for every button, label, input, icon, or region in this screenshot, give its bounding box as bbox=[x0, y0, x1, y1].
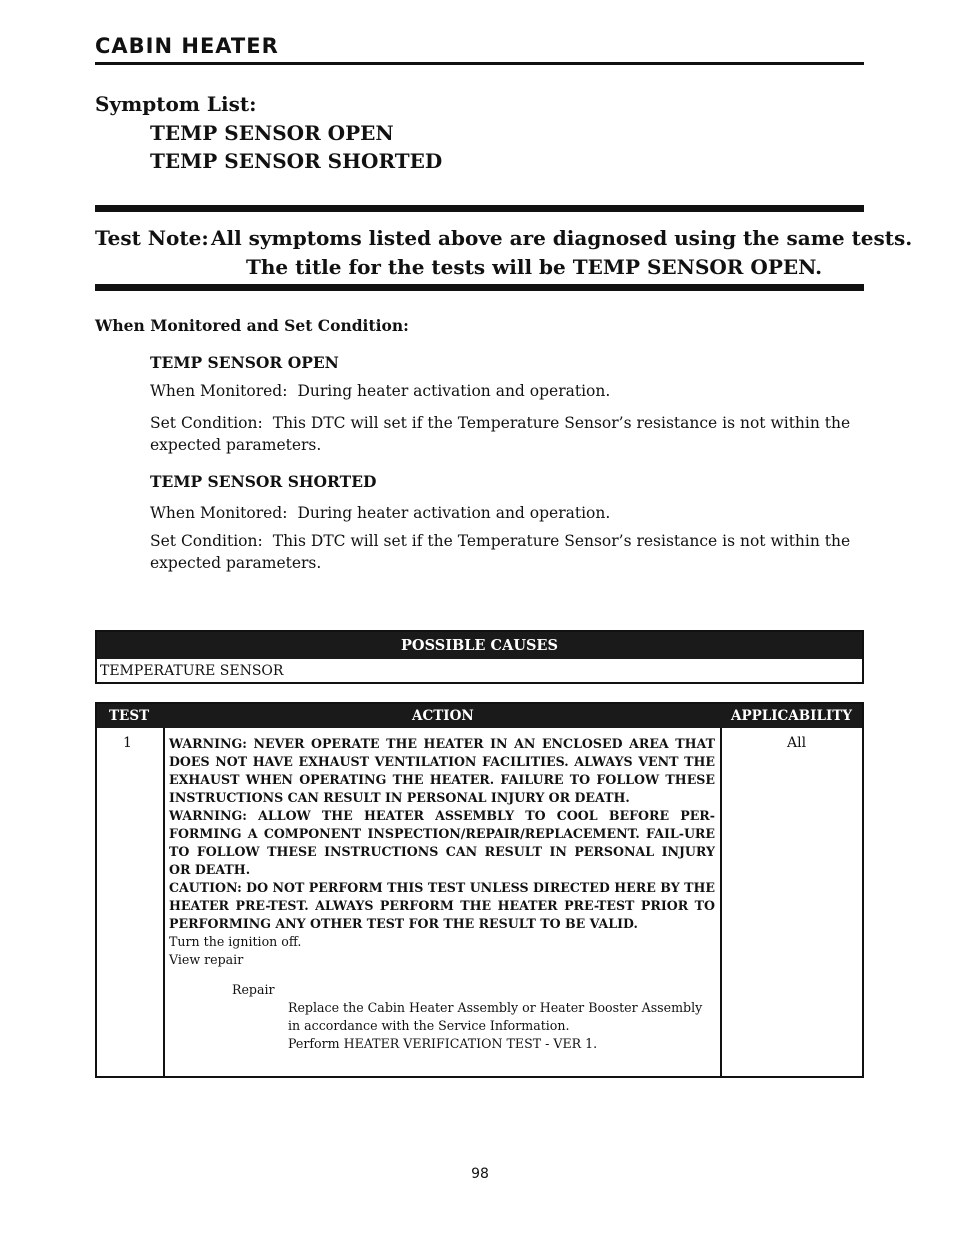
possible-causes-table bbox=[95, 630, 864, 684]
when-monitored-text bbox=[150, 380, 864, 402]
monitored-heading: When Monitored and Set Condition: bbox=[95, 316, 409, 335]
step-text: Turn the ignition off. bbox=[169, 934, 302, 949]
when-monitored-label: When Monitored: bbox=[150, 382, 288, 400]
caution-text: CAUTION: DO NOT PERFORM THIS TEST UNLESS DIRECTED HERE BY THE HEATER PRE-TEST. ALWAYS PERFORM THE HEATER PRE-TEST PRIOR TO PERFORMING ANY OTHER TEST FOR THE RESULT TO BE VALID. bbox=[169, 880, 715, 931]
set-condition-text bbox=[150, 530, 864, 574]
divider-rule bbox=[95, 205, 864, 212]
possible-causes-header: POSSIBLE CAUSES bbox=[97, 632, 862, 659]
symptom-item: TEMP SENSOR SHORTED bbox=[150, 149, 443, 173]
set-condition-text bbox=[150, 412, 864, 456]
test-note-line: All symptoms listed above are diagnosed using the same tests. bbox=[211, 226, 913, 250]
header-action: ACTION bbox=[412, 708, 474, 724]
title-rule bbox=[95, 62, 864, 65]
test-number: 1 bbox=[123, 735, 132, 751]
repair-line: Replace the Cabin Heater Assembly or Heater Booster Assembly bbox=[288, 1000, 703, 1015]
column-divider bbox=[720, 728, 722, 1076]
when-monitored-value: During heater activation and operation. bbox=[297, 382, 611, 400]
when-monitored-label: When Monitored: bbox=[150, 504, 288, 522]
view-repair-link[interactable]: View repair bbox=[169, 952, 244, 967]
repair-line: Perform HEATER VERIFICATION TEST - VER 1. bbox=[288, 1036, 598, 1051]
symptom-list-heading: Symptom List: bbox=[95, 92, 257, 116]
set-condition-value: This DTC will set if the Temperature Sensor’s resistance is not within the expected parameters. bbox=[150, 532, 851, 572]
repair-label: Repair bbox=[232, 982, 275, 997]
test-note-label: Test Note: bbox=[95, 226, 209, 250]
test-table bbox=[95, 702, 864, 1078]
divider-rule bbox=[95, 284, 864, 291]
applicability-value: All bbox=[787, 735, 807, 751]
possible-cause-item: TEMPERATURE SENSOR bbox=[100, 663, 284, 679]
column-divider bbox=[163, 728, 165, 1076]
section-title: CABIN HEATER bbox=[95, 34, 279, 58]
condition-name: TEMP SENSOR OPEN bbox=[150, 353, 339, 372]
set-condition-label: Set Condition: bbox=[150, 414, 263, 432]
test-table-header bbox=[97, 704, 862, 728]
action-cell bbox=[169, 735, 715, 1053]
condition-name: TEMP SENSOR SHORTED bbox=[150, 472, 377, 491]
warning-text: WARNING: ALLOW THE HEATER ASSEMBLY TO COOL BEFORE PER-FORMING A COMPONENT INSPECTION/REPAIR/REPLACEMENT. FAIL-URE TO FOLLOW THESE INSTRUCTIONS CAN RESULT IN PERSONAL INJURY OR DEATH. bbox=[169, 808, 715, 877]
page-number: 98 bbox=[471, 1166, 489, 1182]
repair-line: in accordance with the Service Information. bbox=[288, 1018, 570, 1033]
warning-text: WARNING: NEVER OPERATE THE HEATER IN AN ENCLOSED AREA THAT DOES NOT HAVE EXHAUST VENTILATION FACILITIES. ALWAYS VENT THE EXHAUST WHEN OPERATING THE HEATER. FAILURE TO FOLLOW THESE INSTRUCTIONS CAN RESULT IN PERSONAL INJURY OR DEATH. bbox=[169, 736, 715, 805]
header-applicability: APPLICABILITY bbox=[730, 708, 852, 724]
set-condition-label: Set Condition: bbox=[150, 532, 263, 550]
set-condition-value: This DTC will set if the Temperature Sensor’s resistance is not within the expected parameters. bbox=[150, 414, 851, 454]
test-note-line: The title for the tests will be TEMP SENSOR OPEN. bbox=[246, 255, 823, 279]
when-monitored-text bbox=[150, 502, 864, 524]
symptom-item: TEMP SENSOR OPEN bbox=[150, 121, 394, 145]
header-test: TEST bbox=[109, 708, 150, 724]
when-monitored-value: During heater activation and operation. bbox=[297, 504, 611, 522]
